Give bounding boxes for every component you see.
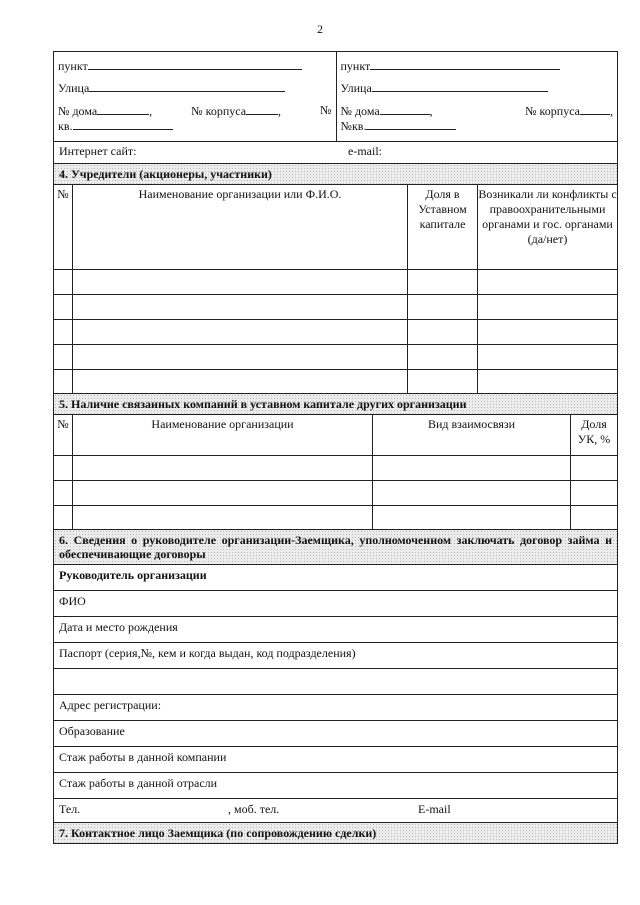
street-field[interactable] — [372, 80, 548, 92]
table-row — [54, 294, 617, 319]
email-label: e-mail: — [348, 144, 382, 158]
apt-no-label: № — [320, 103, 332, 117]
cell[interactable] — [54, 319, 73, 344]
street-field[interactable] — [89, 80, 285, 92]
field-education[interactable]: Образование — [54, 721, 617, 747]
cell[interactable] — [478, 319, 618, 344]
cell[interactable] — [478, 269, 618, 294]
table-row — [54, 480, 617, 505]
section-5-title: 5. Наличие связанных компаний в уставном капитале других организации — [54, 394, 617, 415]
cell[interactable] — [408, 269, 478, 294]
settlement-field[interactable] — [370, 58, 560, 70]
web-row — [54, 142, 617, 164]
field-full-name[interactable]: ФИО — [54, 591, 617, 617]
cell[interactable] — [73, 269, 408, 294]
field-registration[interactable]: Адрес регистрации: — [54, 695, 617, 721]
field-company-experience[interactable]: Стаж работы в данной компании — [54, 747, 617, 773]
cell[interactable] — [73, 480, 373, 505]
building-label: № корпуса — [191, 104, 247, 118]
settlement-label: пункт — [340, 59, 371, 73]
apt-field[interactable] — [73, 118, 173, 130]
street-label: Улица — [340, 81, 372, 95]
table-row — [54, 505, 617, 529]
cell[interactable] — [373, 480, 571, 505]
building-field[interactable] — [246, 103, 278, 115]
cell[interactable] — [478, 294, 618, 319]
house-field[interactable] — [97, 103, 149, 115]
cell[interactable] — [373, 455, 571, 480]
table-row — [54, 319, 617, 344]
tel-label[interactable]: Тел. — [59, 802, 81, 816]
cell[interactable] — [54, 480, 73, 505]
cell[interactable] — [54, 344, 73, 369]
email-contact-label[interactable]: E-mail — [418, 802, 451, 816]
field-birth[interactable]: Дата и место рождения — [54, 617, 617, 643]
address-block — [54, 52, 617, 142]
form-sheet — [53, 51, 618, 844]
website-label: Интернет сайт: — [59, 144, 137, 158]
apt-field[interactable] — [366, 118, 456, 130]
cell[interactable] — [73, 455, 373, 480]
col-share: Доля в Уставном капитале — [408, 185, 478, 269]
cell[interactable] — [373, 505, 571, 529]
manager-heading: Руководитель организации — [54, 565, 617, 591]
section-4-title: 4. Учредители (акционеры, участники) — [54, 164, 617, 185]
table-row — [54, 455, 617, 480]
cell[interactable] — [73, 294, 408, 319]
address-right — [336, 52, 618, 141]
col-relation: Вид взаимосвязи — [373, 415, 571, 455]
cell[interactable] — [73, 319, 408, 344]
comma: , — [610, 104, 613, 118]
building-label: № корпуса — [525, 104, 580, 118]
contact-row — [54, 799, 617, 823]
mobile-label[interactable]: , моб. тел. — [228, 802, 280, 816]
field-industry-experience[interactable]: Стаж работы в данной отрасли — [54, 773, 617, 799]
related-companies-table — [54, 415, 617, 530]
cell[interactable] — [571, 480, 618, 505]
table-row — [54, 344, 617, 369]
cell[interactable] — [54, 294, 73, 319]
col-name: Наименование организации — [73, 415, 373, 455]
cell[interactable] — [54, 505, 73, 529]
table-row — [54, 269, 617, 294]
cell[interactable] — [54, 269, 73, 294]
house-label: № дома — [58, 104, 98, 118]
house-label: № дома — [340, 104, 380, 118]
settlement-label: пункт — [58, 59, 88, 73]
page-number: 2 — [317, 22, 323, 36]
cell[interactable] — [408, 344, 478, 369]
field-passport-extra[interactable] — [54, 669, 617, 695]
settlement-field[interactable] — [88, 58, 302, 70]
comma: , — [278, 104, 282, 118]
cell[interactable] — [408, 294, 478, 319]
cell[interactable] — [571, 455, 618, 480]
cell[interactable] — [54, 455, 73, 480]
col-conflicts: Возникали ли конфликты с правоохранительными органами и гос. органами (да/нет) — [478, 185, 618, 269]
apt-label: кв. — [58, 119, 73, 133]
street-label: Улица — [58, 81, 90, 95]
table-row — [54, 369, 617, 393]
col-number: № — [54, 185, 73, 269]
cell[interactable] — [73, 505, 373, 529]
section-6-title: 6. Сведения о руководителе организации-Заемщика, уполномоченном заключать договор займа и обеспечивающие договоры — [54, 530, 617, 565]
address-left — [54, 52, 336, 141]
comma: , — [149, 104, 153, 118]
col-share: Доля УК, % — [571, 415, 618, 455]
cell[interactable] — [571, 505, 618, 529]
cell[interactable] — [73, 369, 408, 393]
house-field[interactable] — [380, 103, 430, 115]
cell[interactable] — [478, 369, 618, 393]
cell[interactable] — [478, 344, 618, 369]
section-7-title: 7. Контактное лицо Заемщика (по сопровождению сделки) — [54, 823, 617, 844]
apt-label: №кв. — [340, 119, 367, 133]
cell[interactable] — [54, 369, 73, 393]
building-field[interactable] — [580, 103, 610, 115]
cell[interactable] — [408, 369, 478, 393]
col-name: Наименование организации или Ф.И.О. — [73, 185, 408, 269]
cell[interactable] — [73, 344, 408, 369]
founders-table — [54, 185, 617, 394]
cell[interactable] — [408, 319, 478, 344]
field-passport[interactable]: Паспорт (серия,№, кем и когда выдан, код подразделения) — [54, 643, 617, 669]
comma: , — [429, 104, 433, 118]
col-number: № — [54, 415, 73, 455]
